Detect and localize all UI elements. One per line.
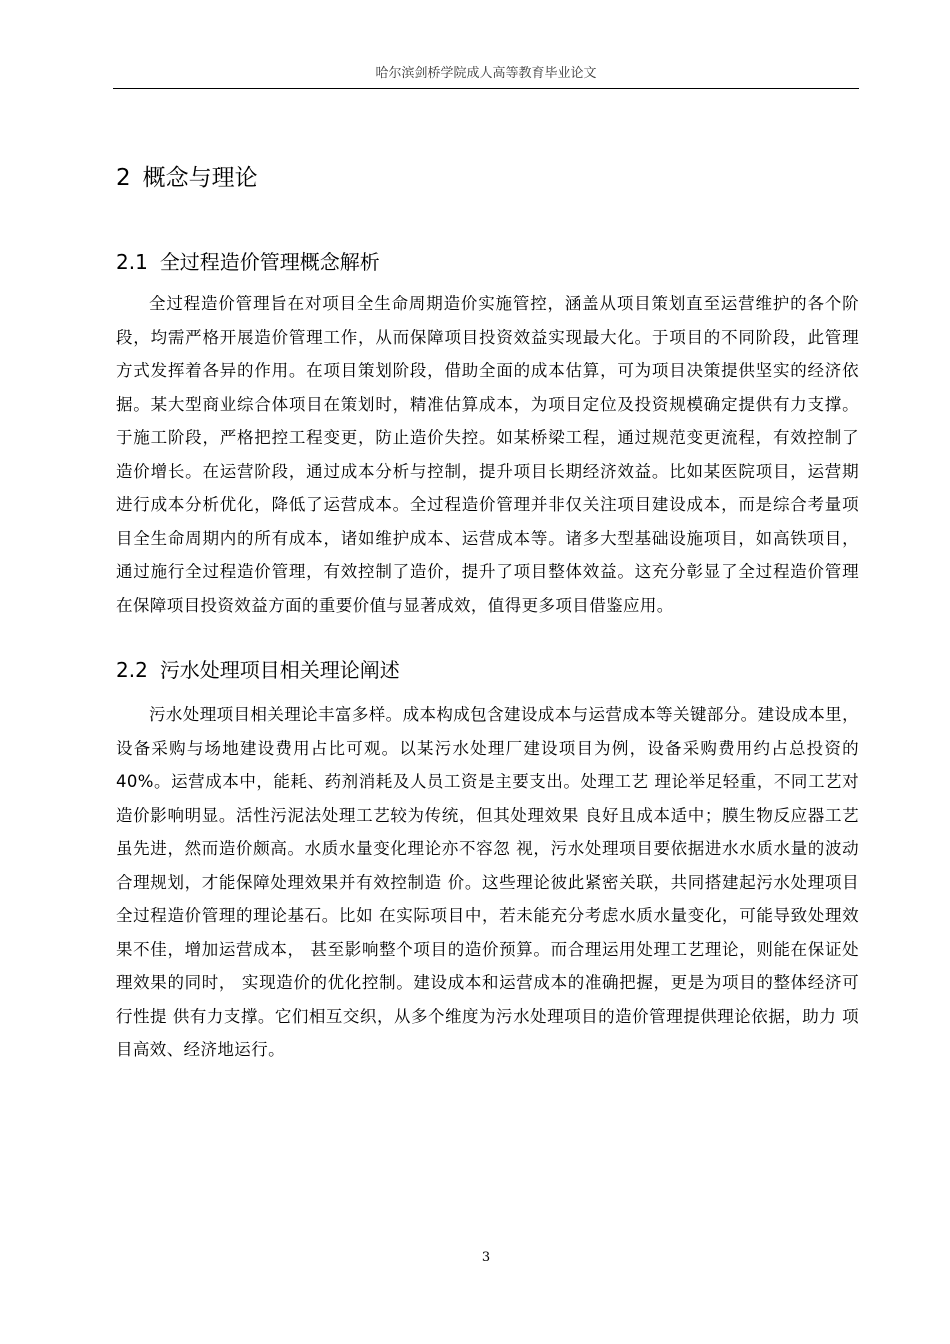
section-title-text: 污水处理项目相关理论阐述	[159, 658, 400, 682]
section-number: 2.2	[116, 658, 148, 682]
chapter-number: 2	[116, 165, 131, 191]
running-header: 哈尔滨剑桥学院成人高等教育毕业论文	[375, 66, 597, 81]
chapter-title	[116, 162, 258, 194]
section-heading-2-1	[116, 247, 380, 277]
section-title-text: 全过程造价管理概念解析	[159, 250, 380, 274]
chapter-title-text: 概念与理论	[142, 165, 258, 191]
header-rule	[113, 88, 859, 89]
section-number: 2.1	[116, 250, 148, 274]
section-2-1-paragraph: 全过程造价管理旨在对项目全生命周期造价实施管控，涵盖从项目策划直至运营维护的各个阶段，均需严格开展造价管理工作，从而保障项目投资效益实现最大化。于项目的不同阶段，此管理方式发挥着各异的作用。在项目策划阶段，借助全面的成本估算，可为项目决策提供坚实的经济依据。某大型商业综合体项目在策划时，精准估算成本，为项目定位及投资规模确定提供有力支撑。于施工阶段，严格把控工程变更，防止造价失控。如某桥梁工程，通过规范变更流程，有效控制了造价增长。在运营阶段，通过成本分析与控制，提升项目长期经济效益。比如某医院项目，运营期进行成本分析优化，降低了运营成本。全过程造价管理并非仅关注项目建设成本，而是综合考量项目全生命周期内的所有成本，诸如维护成本、运营成本等。诸多大型基础设施项目，如高铁项目，通过施行全过程造价管理，有效控制了造价，提升了项目整体效益。这充分彰显了全过程造价管理在保障项目投资效益方面的重要价值与显著成效，值得更多项目借鉴应用。	[116, 294, 859, 615]
page-number: 3	[481, 1250, 491, 1265]
section-heading-2-2	[116, 655, 400, 685]
section-2-2-paragraph: 污水处理项目相关理论丰富多样。成本构成包含建设成本与运营成本等关键部分。建设成本里，设备采购与场地建设费用占比可观。以某污水处理厂建设项目为例，设备采购费用约占总投资的 40%。运营成本中，能耗、药剂消耗及人员工资是主要支出。处理工艺 理论举足轻重，不同工艺对造价影响明显。活性污泥法处理工艺较为传统，但其处理效果 良好且成本适中；膜生物反应器工艺虽先进，然而造价颇高。水质水量变化理论亦不容忽 视，污水处理项目要依据进水水质水量的波动合理规划，才能保障处理效果并有效控制造 价。这些理论彼此紧密关联，共同搭建起污水处理项目全过程造价管理的理论基石。比如 在实际项目中，若未能充分考虑水质水量变化，可能导致处理效果不佳，增加运营成本， 甚至影响整个项目的造价预算。而合理运用处理工艺理论，则能在保证处理效果的同时， 实现造价的优化控制。建设成本和运营成本的准确把握，更是为项目的整体经济可行性提 供有力支撑。它们相互交织，从多个维度为污水处理项目的造价管理提供理论依据，助力 项目高效、经济地运行。	[116, 705, 859, 1059]
